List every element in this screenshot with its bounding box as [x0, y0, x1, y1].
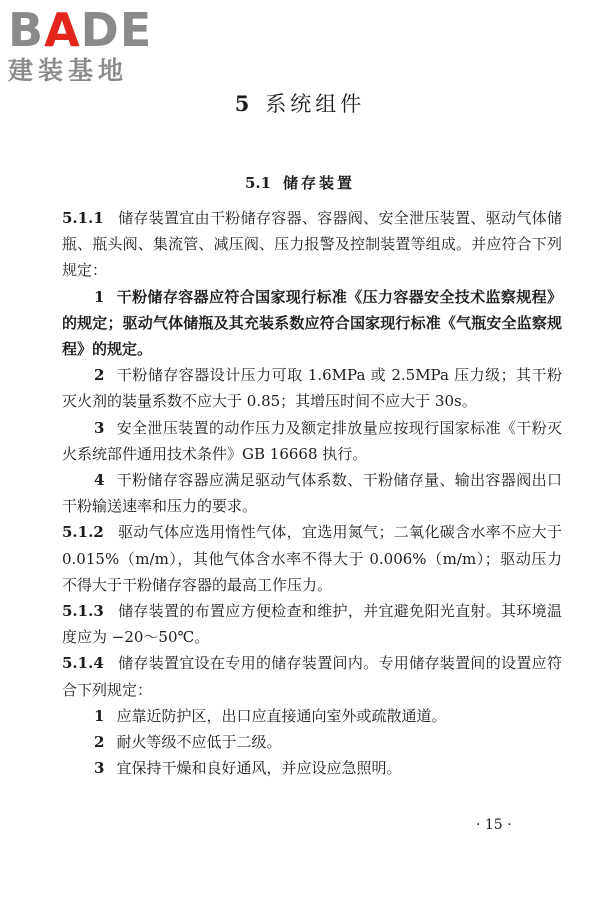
logo-brand: [8, 4, 183, 56]
logo-subtitle: 建装基地: [8, 56, 129, 85]
clause-text: 储存装置宜设在专用的储存装置间内。专用储存装置间的设置应符合下列规定：: [62, 654, 562, 699]
section-title: [0, 172, 600, 194]
page-number: · 15 ·: [476, 817, 512, 833]
list-item: [62, 467, 562, 519]
section-title-text: 储存装置: [283, 174, 356, 192]
clause-number: 5.1.4: [62, 654, 104, 673]
item-number: 3: [94, 759, 105, 778]
clause-number: 5.1.1: [62, 209, 104, 227]
logo-brand-prefix: B: [8, 3, 45, 57]
chapter-number: 5: [234, 91, 250, 116]
clause-text: 储存装置的布置应方便检查和维护，并宜避免阳光直射。其环境温度应为 −20～50℃。: [62, 602, 562, 647]
item-number: 1: [94, 287, 105, 306]
clause-number: 5.1.2: [62, 523, 104, 542]
clause-number: 5.1.3: [62, 602, 104, 621]
clause-5-1-4: [62, 650, 562, 702]
clause-5-1-2: [62, 519, 562, 598]
item-text: 应靠近防护区，出口应直接通向室外或疏散通道。: [116, 706, 447, 725]
logo-brand-accent: A: [44, 3, 81, 57]
item-text: 干粉储存容器应满足驱动气体系数、干粉储存量、输出容器阀出口干粉输送速率和压力的要求。: [62, 471, 562, 516]
list-item: [62, 755, 562, 781]
clause-text: 储存装置宜由干粉储存容器、容器阀、安全泄压装置、驱动气体储瓶、瓶头阀、集流管、减压阀、压力报警及控制装置等组成。并应符合下列规定：: [62, 209, 562, 280]
list-item: [62, 362, 562, 414]
document-body: [62, 205, 562, 781]
item-text: 干粉储存容器应符合国家现行标准《压力容器安全技术监察规程》的规定；驱动气体储瓶及其充装系数应符合国家现行标准《气瓶安全监察规程》的规定。: [62, 287, 562, 359]
chapter-title-text: 系统组件: [265, 92, 366, 116]
item-number: 4: [94, 471, 105, 490]
item-number: 1: [94, 706, 105, 725]
list-item: [62, 415, 562, 467]
item-number: 2: [94, 733, 105, 752]
item-text: 宜保持干燥和良好通风，并应设应急照明。: [116, 759, 402, 778]
item-text: 安全泄压装置的动作压力及额定排放量应按现行国家标准《干粉灭火系统部件通用技术条件》GB 16668 执行。: [62, 418, 562, 463]
clause-5-1-1: [62, 205, 562, 284]
list-item: [62, 703, 562, 729]
bade-logo: [8, 4, 183, 90]
section-number: 5.1: [244, 174, 272, 192]
chapter-title: [0, 90, 600, 118]
logo-brand-suffix: DE: [80, 3, 153, 57]
clause-5-1-3: [62, 598, 562, 650]
item-number: 2: [94, 366, 105, 385]
clause-text: 驱动气体应选用惰性气体，宜选用氮气；二氧化碳含水率不应大于 0.015%（m/m），其他气体含水率不得大于 0.006%（m/m）；驱动压力不得大于干粉储存容器的最高工作压力。: [62, 523, 562, 594]
list-item: [62, 729, 562, 755]
item-text: 干粉储存容器设计压力可取 1.6MPa 或 2.5MPa 压力级；其干粉灭火剂的装量系数不应大于 0.85；其增压时间不应大于 30s。: [62, 366, 562, 411]
item-text: 耐火等级不应低于二级。: [116, 733, 282, 752]
item-number: 3: [94, 418, 105, 437]
list-item: [62, 284, 562, 363]
